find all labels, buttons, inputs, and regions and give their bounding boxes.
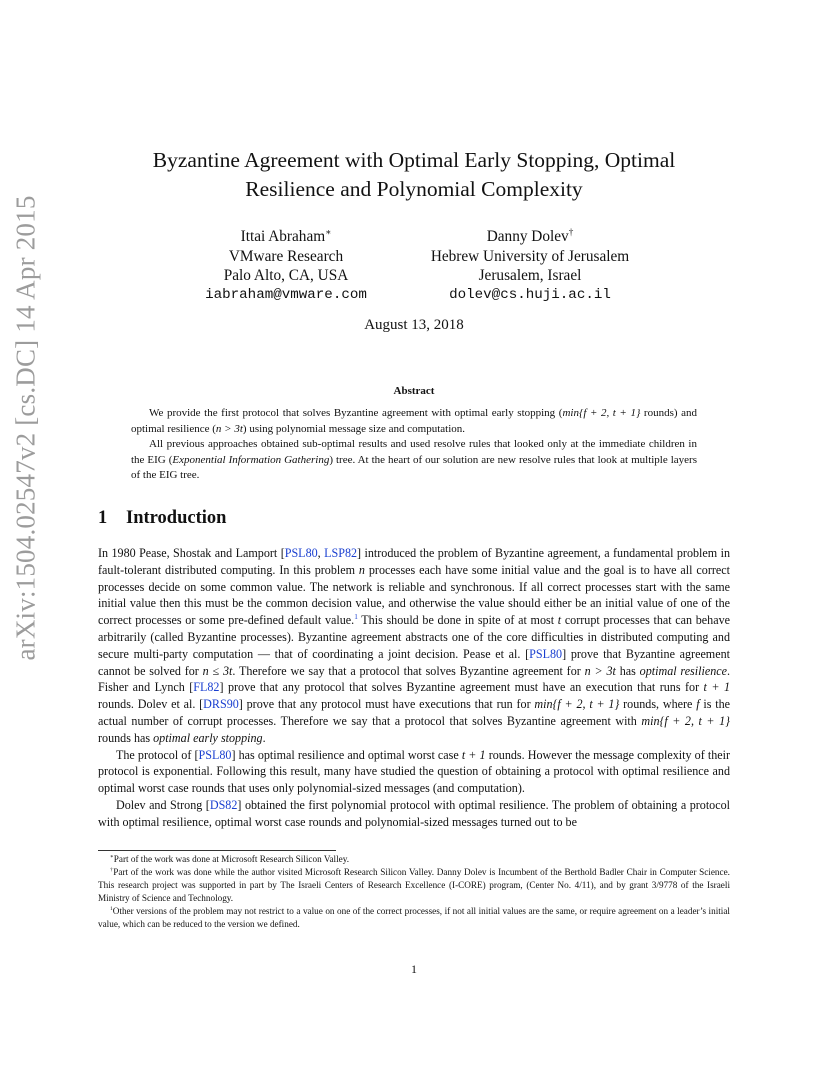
author-location: Jerusalem, Israel xyxy=(478,267,582,285)
author-name: Ittai Abraham xyxy=(240,228,326,245)
footnote: †Part of the work was done while the author visited Microsoft Research Silicon Valley. Danny Dolev is Incumbent of the Berthold Badler Chair in Computer Science. This research project was supported in part by The Israeli Centers of Research Excellence (I-CORE) program, (Center No. 4/11), and by grant 3/9778 of the Israeli Ministry of Science and Technology. xyxy=(98,866,730,903)
abstract-body xyxy=(131,406,697,484)
author-block-2 xyxy=(400,227,660,305)
title-line-2: Resilience and Polynomial Complexity xyxy=(245,177,583,201)
section-title: Introduction xyxy=(126,508,227,528)
footnote-divider xyxy=(98,850,336,851)
arxiv-sidebar xyxy=(4,195,48,661)
page-number: 1 xyxy=(411,962,417,976)
section-heading xyxy=(98,508,226,529)
citation-link[interactable]: LSP82 xyxy=(324,546,358,560)
author-affiliation: Hebrew University of Jerusalem xyxy=(430,247,630,265)
author-affiliation: VMware Research xyxy=(228,247,344,265)
citation-link[interactable]: PSL80 xyxy=(284,546,318,560)
section-number: 1 xyxy=(98,508,108,528)
footnotes xyxy=(98,853,730,931)
citation-link[interactable]: DS82 xyxy=(209,797,238,812)
citation-link[interactable]: PSL80 xyxy=(198,747,232,762)
author-email[interactable]: iabraham@vmware.com xyxy=(205,286,367,303)
citation-link[interactable]: DRS90 xyxy=(203,697,239,712)
author-footnote-mark: † xyxy=(568,226,574,237)
citation-link[interactable]: FL82 xyxy=(193,680,220,695)
citation-link[interactable]: PSL80 xyxy=(529,646,563,661)
section-body xyxy=(98,545,730,831)
abstract-paragraph-1: We provide the first protocol that solves Byzantine agreement with optimal early stopping (min{f + 2, t + 1} rounds) and optimal resilience (n > 3t) using polynomial message size and computation. xyxy=(131,407,697,435)
author-email[interactable]: dolev@cs.huji.ac.il xyxy=(449,286,611,303)
author-block-1 xyxy=(156,227,416,305)
footnote: ∗Part of the work was done at Microsoft Research Silicon Valley. xyxy=(110,853,349,864)
arxiv-identifier: arXiv:1504.02547v2 [cs.DC] 14 Apr 2015 xyxy=(10,195,41,661)
paragraph-1: In 1980 Pease, Shostak and Lamport [PSL80, LSP82] introduced the problem of Byzantine agreement, a fundamental problem in fault-tolerant distributed computing. In this problem n processes each have some initial value and the goal is to have all correct processes decide on some common value. The network is reliable and synchronous. If all correct processes start with the same initial value then this must be the common decision value, and otherwise the value should either be an initial value of one of the correct processes or some pre-defined default value.$^1$ This should be done in spite of at most t corrupt processes that can behave arbitrarily (called Byzantine processes). Byzantine agreement abstracts one of the core difficulties in distributed computing and secure multi-party computation — that of coordinating a joint decision. Pease et al. [PSL80] prove that Byzantine agreement cannot be solved for n ≤ 3t. Therefore we say that a protocol that solves Byzantine agreement for n > 3t has optimal resilience. Fisher and Lynch [FL82] prove that any protocol that solves Byzantine agreement must have an execution that runs for t + 1 rounds. Dolev et al. [DRS90] prove that any protocol must have executions that run for min{f + 2, t + 1} rounds, where f is the actual number of corrupt processes. Therefore we say that a protocol that solves Byzantine agreement with min{f + 2, t + 1} rounds has optimal early stopping. xyxy=(98,546,731,745)
title-line-1: Byzantine Agreement with Optimal Early Stopping, Optimal xyxy=(152,148,676,172)
abstract-heading: Abstract xyxy=(393,385,435,397)
abstract-paragraph-2: All previous approaches obtained sub-optimal results and used resolve rules that looked only at the immediate children in the EIG (Exponential Information Gathering) tree. At the heart of our solution are new resolve rules that look at multiple layers of the EIG tree. xyxy=(131,438,697,482)
footnote: $^1$Other versions of the problem may not restrict to a value on one of the correct processes, if not all initial values are the same, or require agreement on a leader’s initial value, which can be reduced to the version we defined. xyxy=(98,905,730,929)
footnote-link[interactable]: 1 xyxy=(354,613,358,622)
paper-title xyxy=(60,146,768,204)
paragraph-2: The protocol of [PSL80] has optimal resilience and optimal worst case t + 1 rounds. However the message complexity of their protocol is exponential. Following this result, many have studied the question of obtaining a protocol with optimal resilience and optimal worst case rounds that uses only polynomial-sized messages (and computation). xyxy=(98,747,730,796)
author-name: Danny Dolev xyxy=(486,228,569,245)
author-location: Palo Alto, CA, USA xyxy=(223,267,349,285)
paper-date: August 13, 2018 xyxy=(364,317,464,333)
paragraph-3: Dolev and Strong [DS82] obtained the first polynomial protocol with optimal resilience. The problem of obtaining a protocol with optimal resilience, optimal worst case rounds and polynomial-sized messages turned out to be xyxy=(98,797,731,829)
author-footnote-mark: ∗ xyxy=(325,226,332,237)
